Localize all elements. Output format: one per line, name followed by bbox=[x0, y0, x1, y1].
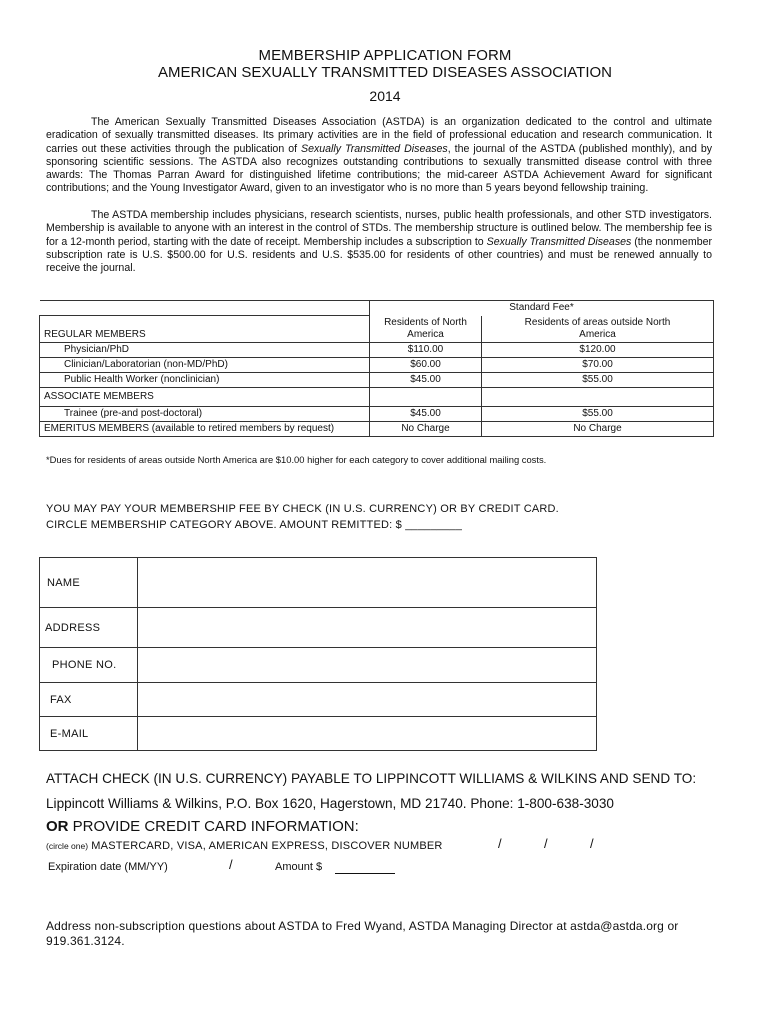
email-label: E-MAIL bbox=[40, 717, 138, 751]
membership-fee-table bbox=[39, 300, 714, 437]
dues-footnote: *Dues for residents of areas outside North America are $10.00 higher for each category to cover additional mailing costs. bbox=[46, 454, 547, 465]
phone-field[interactable] bbox=[138, 648, 597, 683]
regular-members-heading: REGULAR MEMBERS bbox=[40, 316, 370, 343]
form-year: 2014 bbox=[369, 88, 401, 104]
amount-remitted-line[interactable]: CIRCLE MEMBERSHIP CATEGORY ABOVE. AMOUNT REMITTED: $ _________ bbox=[46, 519, 463, 531]
table-row[interactable]: Public Health Worker (nonclinician) $45.00 $55.00 bbox=[40, 372, 714, 387]
table-row[interactable]: EMERITUS MEMBERS (available to retired members by request) No Charge No Charge bbox=[40, 421, 714, 436]
address-label: ADDRESS bbox=[40, 608, 138, 648]
name-field[interactable] bbox=[138, 558, 597, 608]
contact-info-table bbox=[39, 557, 597, 751]
expiration-date-label: Expiration date (MM/YY) bbox=[48, 861, 168, 873]
table-row[interactable]: Clinician/Laboratorian (non-MD/PhD) $60.00 $70.00 bbox=[40, 357, 714, 372]
column-north-america: Residents of North America bbox=[370, 316, 482, 343]
standard-fee-header: Standard Fee* bbox=[370, 301, 714, 316]
amount-field[interactable] bbox=[335, 873, 395, 874]
card-number-separator: / bbox=[544, 836, 548, 851]
address-field[interactable] bbox=[138, 608, 597, 648]
mailing-address: Lippincott Williams & Wilkins, P.O. Box 1620, Hagerstown, MD 21740. Phone: 1-800-638-3030 bbox=[46, 796, 614, 811]
intro-paragraph-1: The American Sexually Transmitted Diseases Association (ASTDA) is an organization dedicated to the control and ultimate eradication of sexually transmitted diseases. Its primary activities are in the field of professional education and research communication. It carries out these activities through the publication of Sexually Transmitted Diseases, the journal of the ASTDA (published monthly), and by sponsoring scientific sessions. The ASTDA also recognizes outstanding contributions to sexually transmitted disease control with three awards: The Thomas Parran Award for distinguished lifetime contributions; the mid-career ASTDA Achievement Award for significant contributions; and the Young Investigator Award, given to an investigator who is no more than 5 years beyond fellowship training. bbox=[46, 116, 713, 195]
credit-card-heading: OR PROVIDE CREDIT CARD INFORMATION: bbox=[46, 818, 359, 835]
phone-label: PHONE NO. bbox=[40, 648, 138, 683]
attach-check-instructions: ATTACH CHECK (IN U.S. CURRENCY) PAYABLE TO LIPPINCOTT WILLIAMS & WILKINS AND SEND TO: bbox=[46, 771, 697, 786]
name-label: NAME bbox=[40, 558, 138, 608]
card-number-separator: / bbox=[498, 836, 502, 851]
intro-paragraph-2: The ASTDA membership includes physicians, research scientists, nurses, public health professionals, and other STD investigators. Membership is available to anyone with an interest in the control of STDs. The membership structure is outlined below. The membership fee is for a 12-month period, starting with the date of receipt. Membership includes a subscription to Sexually Transmitted Diseases (the nonmember subscription rate is U.S. $500.00 for U.S. residents and U.S. $535.00 for residents of other countries) and must be renewed annually to receive the journal. bbox=[46, 209, 713, 275]
email-field[interactable] bbox=[138, 717, 597, 751]
payment-instructions: YOU MAY PAY YOUR MEMBERSHIP FEE BY CHECK (IN U.S. CURRENCY) OR BY CREDIT CARD. bbox=[46, 503, 559, 515]
table-row[interactable]: Physician/PhD $110.00 $120.00 bbox=[40, 342, 714, 357]
card-type-options[interactable]: (circle one) MASTERCARD, VISA, AMERICAN EXPRESS, DISCOVER NUMBER bbox=[46, 840, 443, 852]
fax-label: FAX bbox=[40, 683, 138, 717]
expiration-separator: / bbox=[229, 857, 233, 872]
column-outside-north-america: Residents of areas outside North America bbox=[482, 316, 714, 343]
form-title: MEMBERSHIP APPLICATION FORM bbox=[258, 47, 512, 64]
journal-name: Sexually Transmitted Diseases bbox=[301, 142, 448, 155]
contact-footer: Address non-subscription questions about ASTDA to Fred Wyand, ASTDA Managing Director at astda@astda.org or 919.361.3124. bbox=[46, 919, 679, 948]
journal-name: Sexually Transmitted Diseases bbox=[486, 235, 632, 248]
association-name: AMERICAN SEXUALLY TRANSMITTED DISEASES ASSOCIATION bbox=[158, 64, 612, 81]
card-number-separator: / bbox=[590, 836, 594, 851]
fax-field[interactable] bbox=[138, 683, 597, 717]
amount-label: Amount $ bbox=[275, 861, 323, 873]
associate-members-heading: ASSOCIATE MEMBERS bbox=[40, 387, 370, 406]
table-row[interactable]: Trainee (pre-and post-doctoral) $45.00 $55.00 bbox=[40, 406, 714, 421]
